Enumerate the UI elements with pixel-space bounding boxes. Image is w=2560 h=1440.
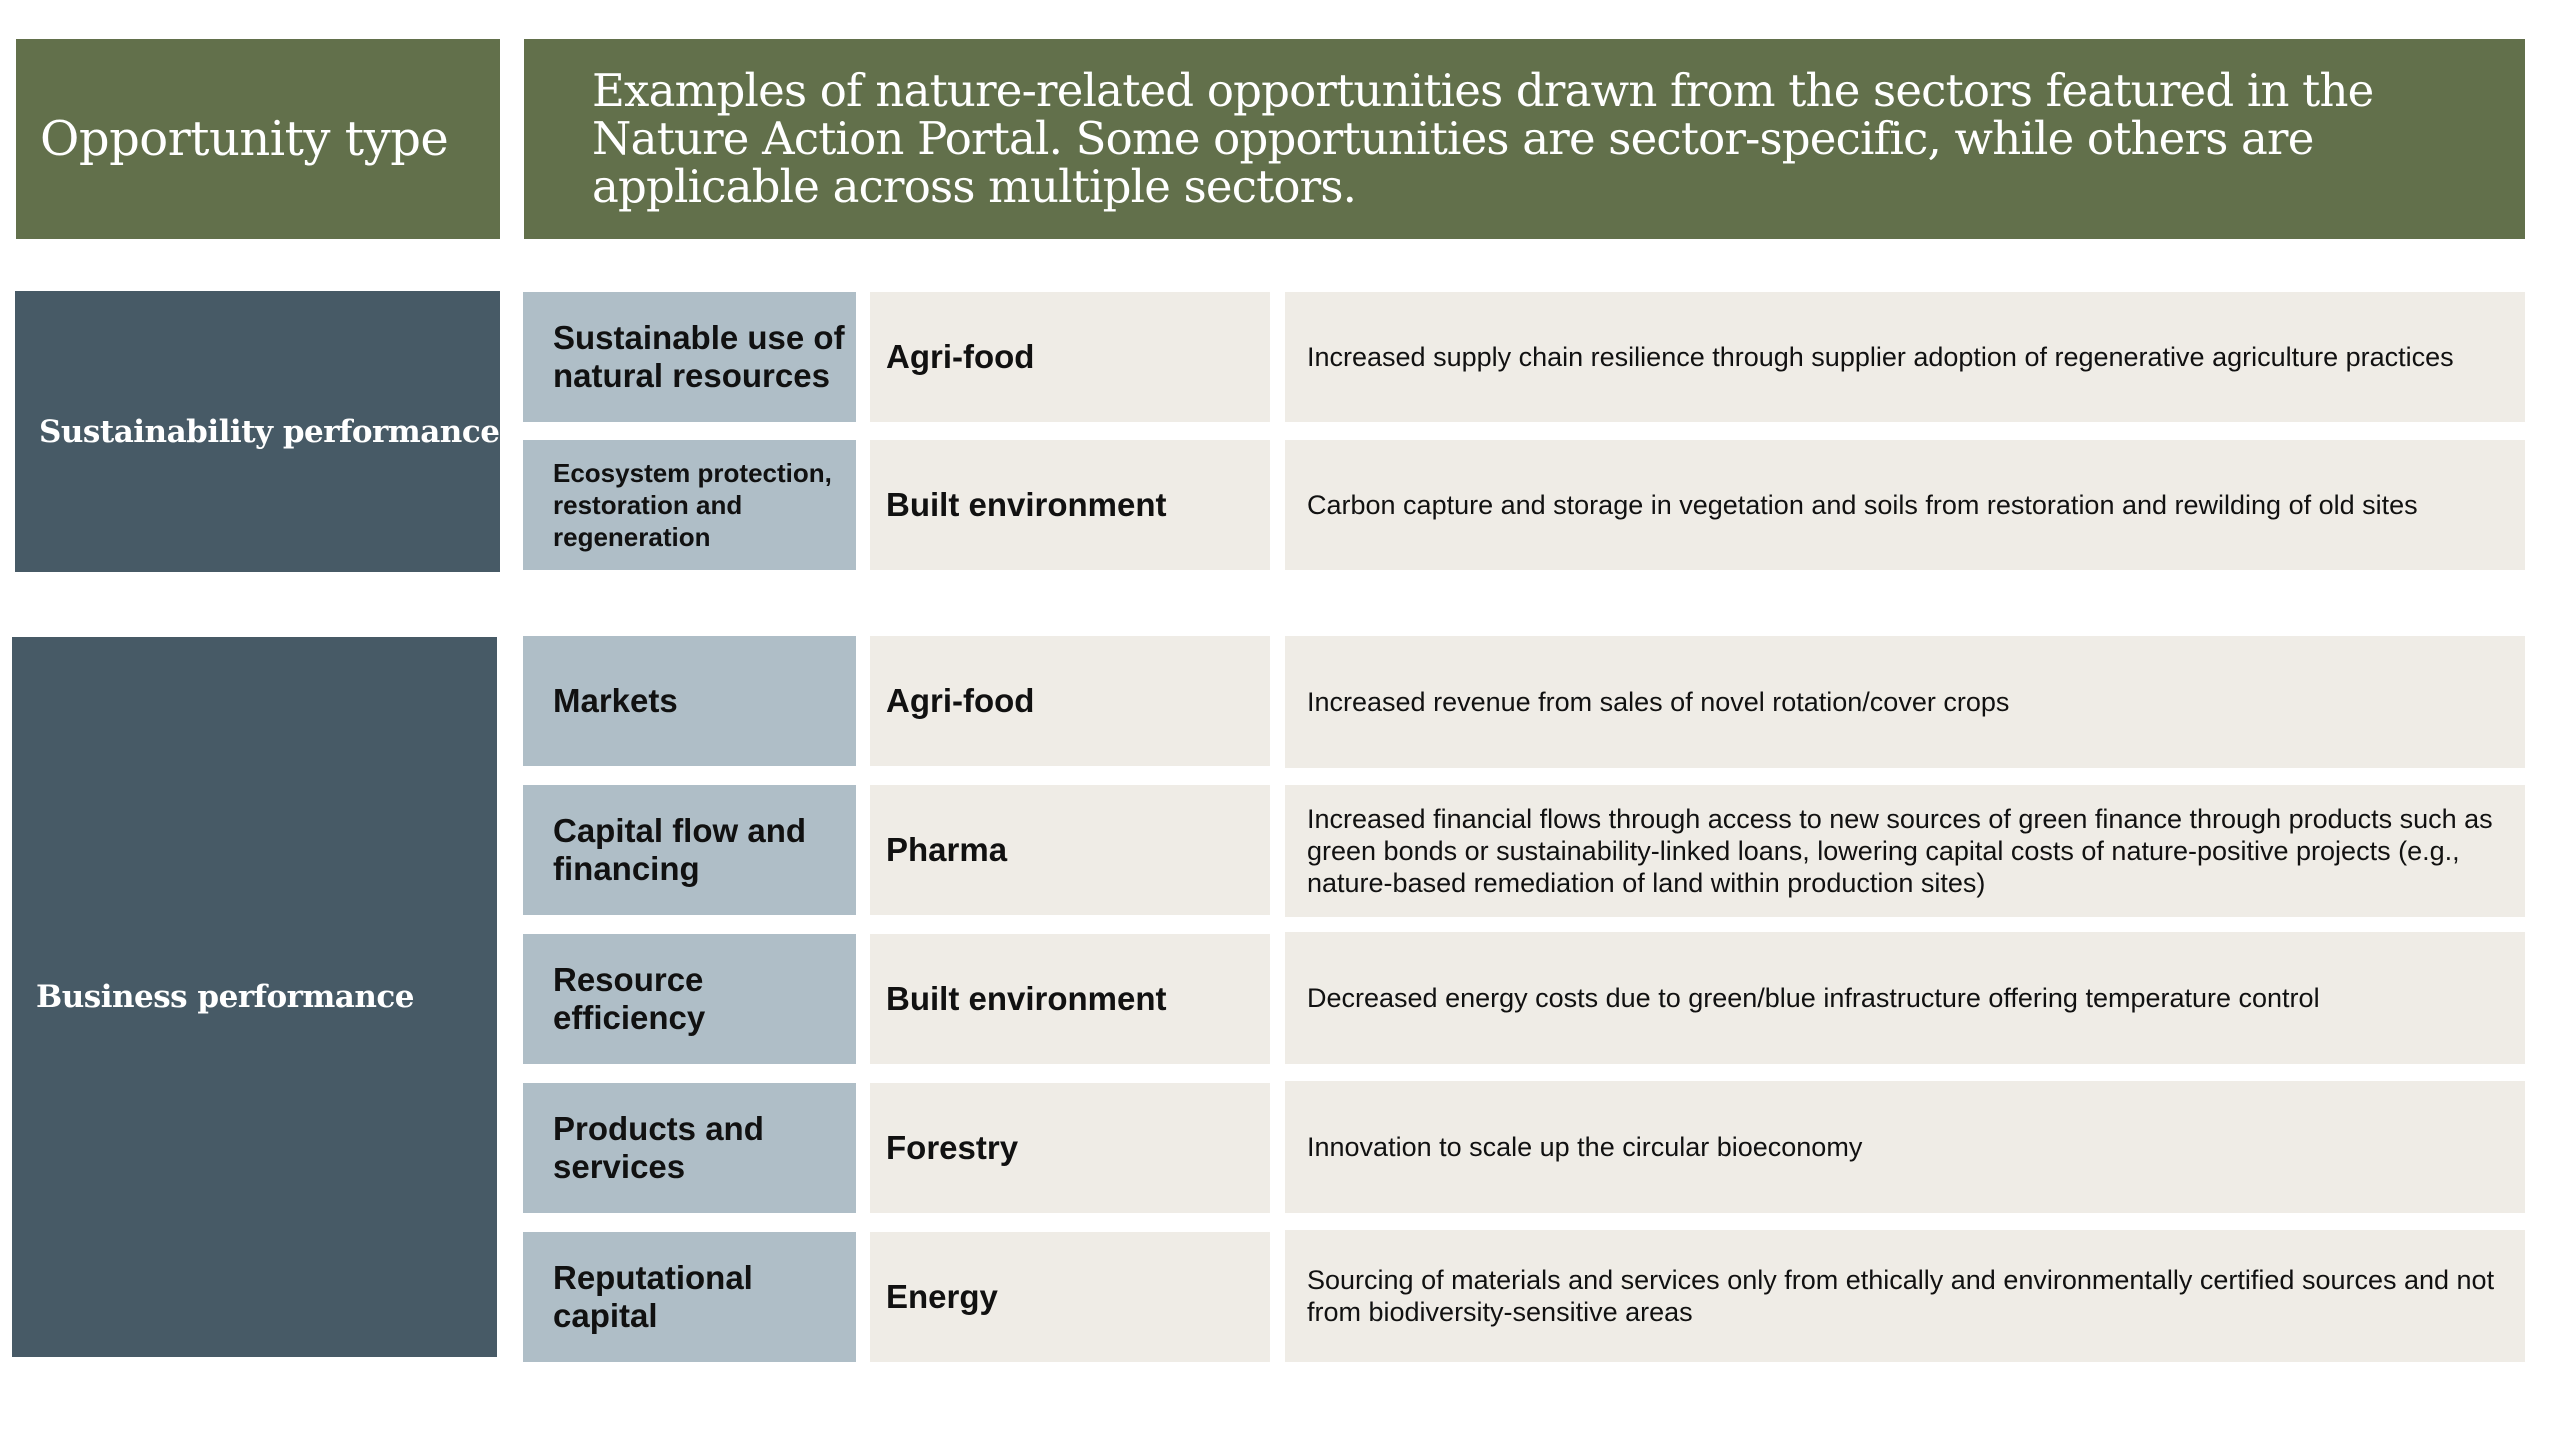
sector-cell <box>870 292 1270 422</box>
group-sustainability-performance <box>15 291 500 572</box>
subcategory-label: Markets <box>553 682 678 719</box>
subcategory-label: Ecosystem protection, restoration and regeneration <box>553 458 832 552</box>
subcategory-cell <box>523 785 856 915</box>
example-text: Decreased energy costs due to green/blue infrastructure offering temperature control <box>1307 983 2320 1013</box>
example-cell <box>1285 1230 2525 1362</box>
sector-label: Built environment <box>886 486 1167 523</box>
example-text: Increased financial flows through access to new sources of green finance through products such as green bonds or sustainability-linked loans, lowering capital costs of nature-positive projects (e.g., nature-based remediation of land within production sites) <box>1307 804 2493 898</box>
sector-cell <box>870 934 1270 1064</box>
description-header <box>524 39 2525 239</box>
sector-cell <box>870 636 1270 766</box>
subcategory-label: Capital flow and financing <box>553 812 807 887</box>
subcategory-cell <box>523 292 856 422</box>
example-text: Sourcing of materials and services only from ethically and environmentally certified sources and not from biodiversity-sensitive areas <box>1307 1265 2495 1327</box>
sector-cell <box>870 1232 1270 1362</box>
subcategory-cell <box>523 934 856 1064</box>
sector-cell <box>870 440 1270 570</box>
group-label: Business performance <box>36 979 415 1015</box>
sector-label: Energy <box>886 1278 998 1315</box>
example-cell <box>1285 440 2525 570</box>
example-cell <box>1285 785 2525 917</box>
subcategory-cell <box>523 440 856 570</box>
subcategory-label: Reputational capital <box>553 1259 753 1334</box>
sector-cell <box>870 1083 1270 1213</box>
sector-label: Agri-food <box>886 682 1035 719</box>
example-text: Carbon capture and storage in vegetation and soils from restoration and rewilding of old sites <box>1307 490 2418 520</box>
sector-label: Pharma <box>886 831 1008 868</box>
subcategory-label: Resource efficiency <box>553 961 706 1036</box>
sector-cell <box>870 785 1270 915</box>
sector-label: Built environment <box>886 980 1167 1017</box>
description-text: Examples of nature-related opportunities drawn from the sectors featured in the Nature Action Portal. Some opportunities are sector-specific, while others are applicable across multiple sectors. <box>592 64 2374 213</box>
opportunity-type-header <box>16 39 500 239</box>
example-cell <box>1285 932 2525 1064</box>
sector-label: Agri-food <box>886 338 1035 375</box>
example-cell <box>1285 292 2525 422</box>
group-business-performance <box>12 637 497 1357</box>
subcategory-label: Products and services <box>553 1110 764 1185</box>
example-cell <box>1285 636 2525 768</box>
opportunity-type-label: Opportunity type <box>40 111 449 167</box>
sector-label: Forestry <box>886 1129 1019 1166</box>
example-cell <box>1285 1081 2525 1213</box>
example-text: Increased supply chain resilience through supplier adoption of regenerative agriculture practices <box>1307 342 2454 372</box>
subcategory-cell <box>523 636 856 766</box>
subcategory-cell <box>523 1232 856 1362</box>
example-text: Innovation to scale up the circular bioeconomy <box>1307 1132 1863 1162</box>
group-label: Sustainability performance <box>39 413 500 450</box>
subcategory-cell <box>523 1083 856 1213</box>
example-text: Increased revenue from sales of novel rotation/cover crops <box>1307 687 2010 717</box>
subcategory-label: Sustainable use of natural resources <box>553 319 845 394</box>
